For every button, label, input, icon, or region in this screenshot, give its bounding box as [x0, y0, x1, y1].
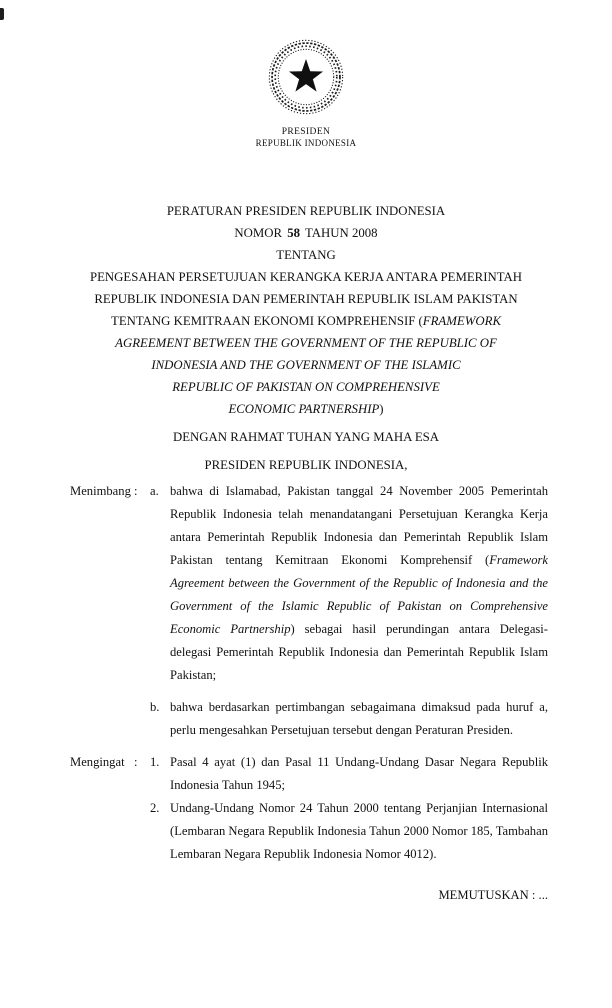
- empty-label-cell: [70, 797, 134, 866]
- document-body: [70, 480, 548, 907]
- title-line-8: [45, 354, 567, 376]
- mengingat-label: Mengingat: [70, 755, 125, 769]
- title-line-6-plain: TENTANG KEMITRAAN EKONOMI KOMPREHENSIF (: [111, 314, 423, 328]
- menimbang-colon: :: [134, 484, 138, 498]
- title-line-4: PENGESAHAN PERSETUJUAN KERANGKA KERJA ANTARA PEMERINTAH: [89, 270, 522, 284]
- title-line-8-italic: INDONESIA AND THE GOVERNMENT OF THE ISLAMIC: [151, 358, 461, 372]
- title-line-7-italic: AGREEMENT BETWEEN THE GOVERNMENT OF THE REPUBLIC OF: [115, 336, 497, 350]
- mengingat-section: [70, 751, 548, 797]
- menimbang-item-b: [70, 696, 548, 742]
- mengingat-item-2-marker: 2.: [150, 801, 160, 815]
- seal-subtitle: REPUBLIK INDONESIA: [255, 138, 357, 148]
- title-presiden-line: PRESIDEN REPUBLIK INDONESIA,: [204, 458, 408, 472]
- title-line-9-italic: REPUBLIC OF PAKISTAN ON COMPREHENSIVE: [172, 380, 440, 394]
- menimbang-item-b-marker: b.: [150, 700, 160, 714]
- title-line-3: TENTANG: [276, 248, 336, 262]
- mengingat-item-1-text: Pasal 4 ayat (1) dan Pasal 11 Undang-Undang Dasar Negara Republik Indonesia Tahun 1945;: [170, 755, 548, 792]
- nomor-suffix: TAHUN 2008: [305, 226, 378, 240]
- seal-title: PRESIDEN: [281, 127, 331, 137]
- title-line-1: PERATURAN PRESIDEN REPUBLIK INDONESIA: [166, 204, 446, 218]
- title-rahmat-line: DENGAN RAHMAT TUHAN YANG MAHA ESA: [172, 430, 440, 444]
- menimbang-item-a-before: bahwa di Islamabad, Pakistan tanggal 24 November 2005 Pemerintah Republik Indonesia telah menandatangani Persetujuan Kerangka Kerja antara Pemerintah Republik Indonesia dan Pemerintah Republik Islam Pakistan tentang Kemitraan Ekonomi Komprehensif (: [170, 484, 548, 567]
- mengingat-item-1-marker: 1.: [150, 755, 160, 769]
- title-line-5: REPUBLIK INDONESIA DAN PEMERINTAH REPUBLIK ISLAM PAKISTAN: [94, 292, 518, 306]
- menimbang-section: [70, 480, 548, 687]
- empty-label-cell: [70, 696, 134, 742]
- menimbang-item-a-text: [170, 480, 548, 687]
- empty-colon-cell: [134, 696, 150, 742]
- memutuskan-line: MEMUTUSKAN : ...: [438, 888, 548, 902]
- empty-colon-cell: [134, 797, 150, 866]
- title-line-6: [45, 310, 567, 332]
- title-line-10: [45, 398, 567, 420]
- document-title: [45, 200, 567, 476]
- title-line-6-italic: FRAMEWORK: [422, 314, 501, 328]
- title-line-10-close: ): [379, 402, 384, 416]
- nomor-prefix: NOMOR: [234, 226, 283, 240]
- mengingat-item-2: [70, 797, 548, 866]
- mengingat-item-2-text: Undang-Undang Nomor 24 Tahun 2000 tentang Perjanjian Internasional (Lembaran Negara Republik Indonesia Tahun 2000 Nomor 185, Tambahan Lembaran Negara Republik Indonesia Nomor 4012).: [170, 801, 548, 861]
- menimbang-item-a-italic: Framework Agreement between the Government of the Republic of Indonesia and the Government of the Islamic Republic of Pakistan on Comprehensive Economic Partnership: [170, 553, 548, 636]
- title-line-10-italic: ECONOMIC PARTNERSHIP: [228, 402, 380, 416]
- scan-artifact: [0, 8, 4, 20]
- nomor-value: 58: [287, 226, 301, 240]
- menimbang-item-a-marker: a.: [150, 484, 159, 498]
- title-line-7: [45, 332, 567, 354]
- presidential-seal: [0, 38, 612, 149]
- garuda-star-icon: [267, 38, 345, 116]
- title-line-9: [45, 376, 567, 398]
- menimbang-item-a-after: ) sebagai hasil perundingan antara Delegasi-delegasi Pemerintah Republik Indonesia dan Pemerintah Republik Islam Pakistan;: [170, 622, 548, 682]
- title-nomor-line: [45, 222, 567, 244]
- menimbang-item-b-text: bahwa berdasarkan pertimbangan sebagaimana dimaksud pada huruf a, perlu mengesahkan Persetujuan tersebut dengan Peraturan Presiden.: [170, 700, 548, 737]
- menimbang-label: Menimbang: [70, 484, 131, 498]
- mengingat-colon: :: [134, 755, 138, 769]
